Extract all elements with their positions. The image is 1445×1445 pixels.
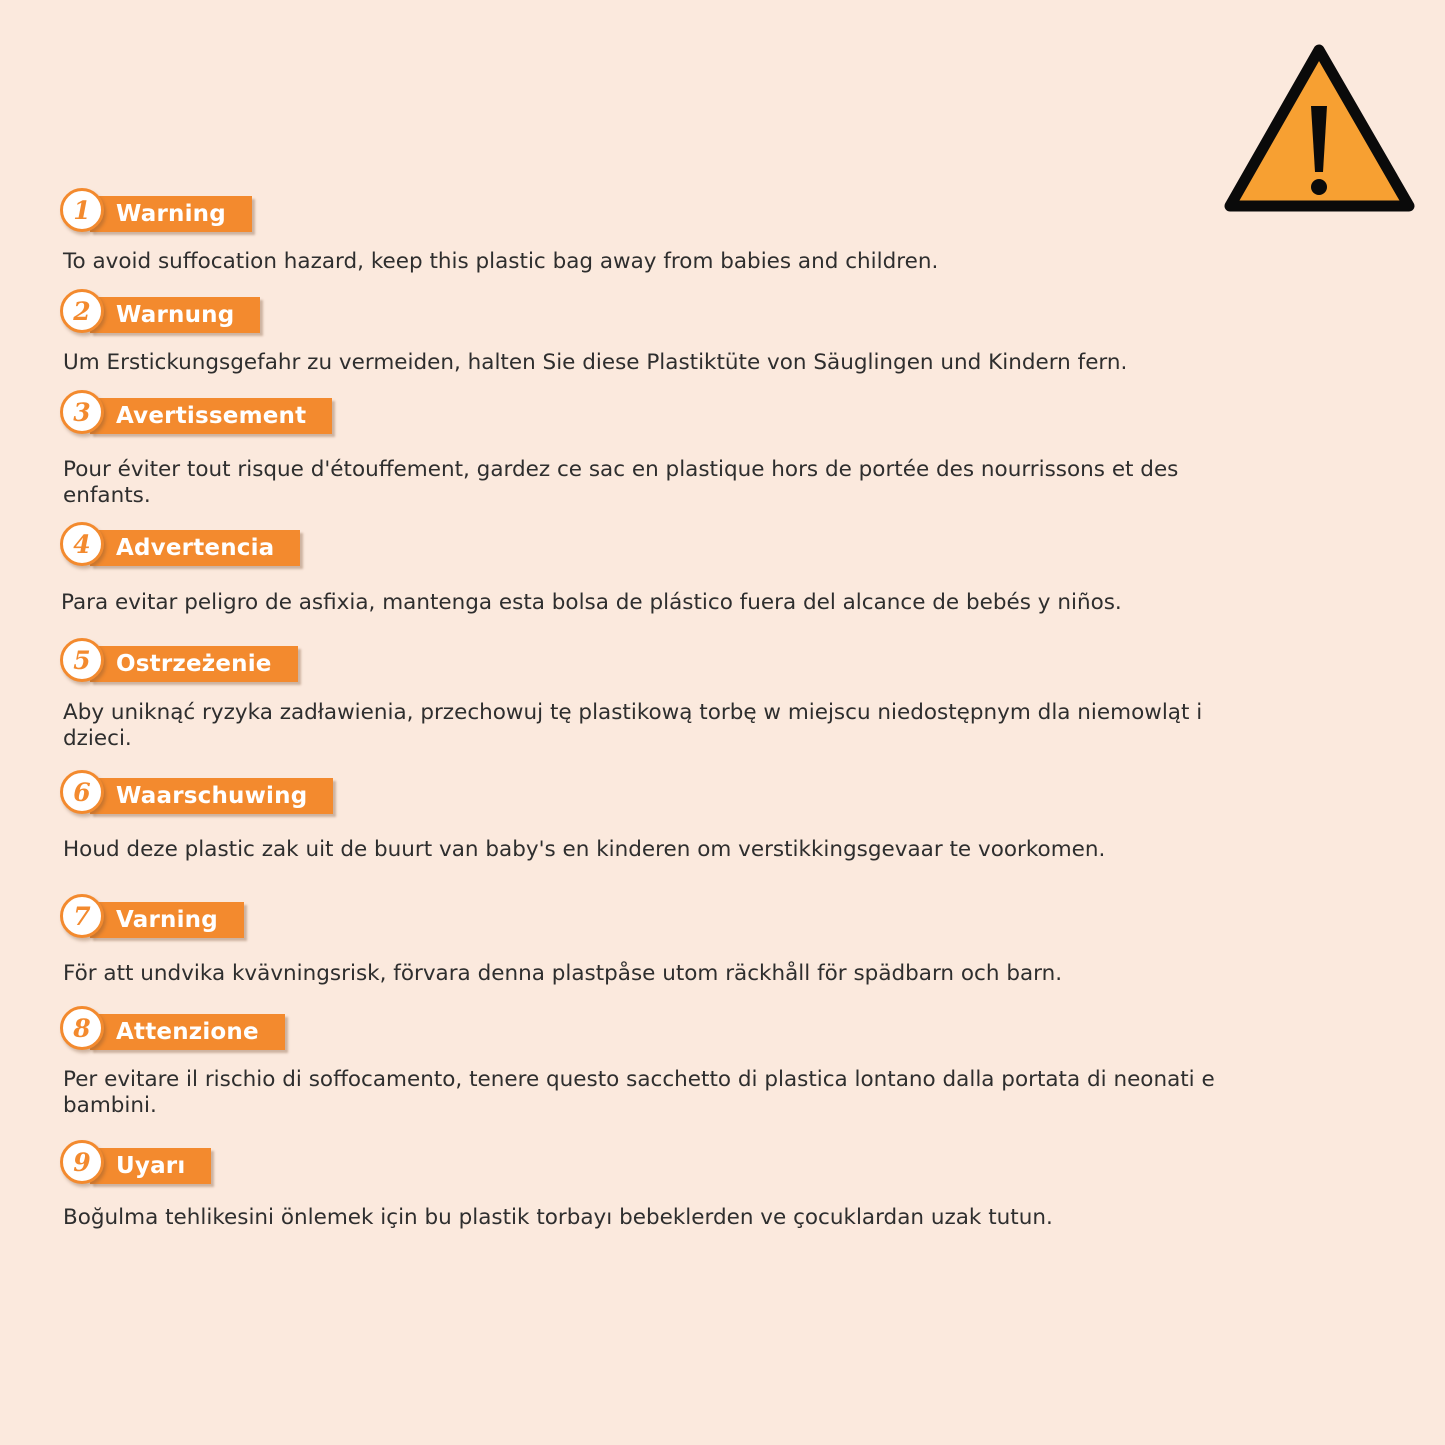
warning-entry-6: [60, 770, 1230, 863]
section-title-tab: [90, 297, 260, 333]
section-title: Varning: [116, 907, 218, 933]
warning-text: Boğulma tehlikesini önlemek için bu plastik torbayı bebeklerden ve çocuklardan uzak tutun.: [63, 1205, 1053, 1230]
warning-entry-9: [60, 1140, 1230, 1231]
warning-entry-7: [60, 894, 1230, 987]
section-title: Warnung: [116, 302, 235, 328]
warning-entry-4: [60, 522, 1230, 616]
section-title-tab: [90, 530, 300, 566]
warning-text: Per evitare il rischio di soffocamento, tenere questo sacchetto di plastica lontano dalla portata di neonati e bambini.: [63, 1067, 1215, 1118]
section-title-tab: [90, 398, 332, 434]
number-circle: [60, 770, 104, 814]
section-title-tab: [90, 196, 252, 232]
entry-number: 6: [73, 777, 91, 807]
number-circle: [60, 894, 104, 938]
entry-number: 2: [73, 296, 91, 326]
number-circle: [60, 1006, 104, 1050]
warning-entry-8: [60, 1006, 1230, 1119]
number-circle: [60, 289, 104, 333]
warning-triangle-icon: [1222, 44, 1417, 219]
entry-number: 5: [73, 645, 91, 675]
section-title-tab: [90, 646, 298, 682]
warning-text: Pour éviter tout risque d'étouffement, gardez ce sac en plastique hors de portée des nourrissons et des enfants.: [63, 457, 1179, 508]
warning-text: Houd deze plastic zak uit de buurt van baby's en kinderen om verstikkingsgevaar te voorkomen.: [63, 837, 1106, 862]
section-title: Ostrzeżenie: [116, 651, 272, 677]
warning-entry-2: [60, 289, 1230, 376]
section-title: Waarschuwing: [116, 783, 308, 809]
warning-entry-3: [60, 390, 1230, 509]
warning-entry-5: [60, 638, 1230, 752]
section-title-tab: [90, 902, 244, 938]
number-circle: [60, 1140, 104, 1184]
warning-text: Um Erstickungsgefahr zu vermeiden, halten Sie diese Plastiktüte von Säuglingen und Kindern fern.: [63, 350, 1128, 375]
warning-text: Para evitar peligro de asfixia, mantenga esta bolsa de plástico fuera del alcance de bebés y niños.: [61, 590, 1122, 615]
section-title: Warning: [116, 201, 226, 227]
warning-entry-1: [60, 188, 1230, 275]
section-title: Attenzione: [116, 1019, 259, 1045]
warning-text: För att undvika kvävningsrisk, förvara denna plastpåse utom räckhåll för spädbarn och barn.: [63, 961, 1063, 986]
section-title-tab: [90, 1148, 211, 1184]
number-circle: [60, 390, 104, 434]
entry-number: 9: [73, 1147, 91, 1177]
section-title-tab: [90, 778, 333, 814]
warning-text: To avoid suffocation hazard, keep this plastic bag away from babies and children.: [63, 249, 939, 274]
entry-number: 1: [73, 195, 91, 225]
number-circle: [60, 188, 104, 232]
section-title: Advertencia: [116, 535, 275, 561]
warning-text: Aby uniknąć ryzyka zadławienia, przechowuj tę plastikową torbę w miejscu niedostępnym dla niemowląt i dzieci.: [63, 700, 1203, 751]
entry-number: 4: [73, 529, 91, 559]
section-title-tab: [90, 1014, 285, 1050]
section-title: Uyarı: [116, 1153, 186, 1179]
entry-number: 3: [73, 397, 91, 427]
section-title: Avertissement: [116, 403, 307, 429]
number-circle: [60, 638, 104, 682]
entry-number: 7: [73, 901, 91, 931]
number-circle: [60, 522, 104, 566]
entry-number: 8: [73, 1013, 91, 1043]
